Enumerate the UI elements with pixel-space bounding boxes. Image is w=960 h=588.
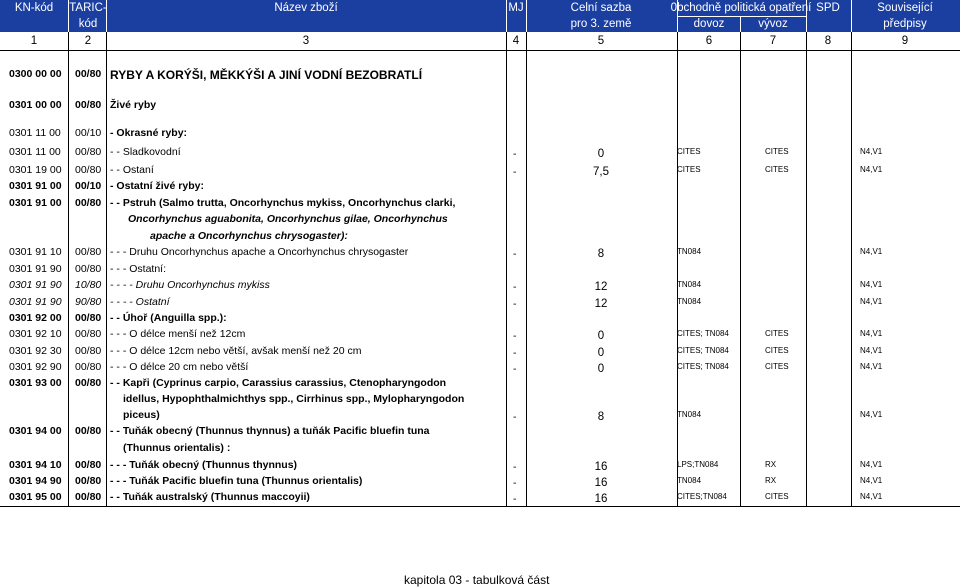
cell-duty-rate: 12	[594, 281, 608, 293]
cell-description: (Thunnus orientalis) :	[123, 442, 231, 454]
cell-related-regulations: N4,V1	[860, 410, 883, 419]
cell-import-measure: CITES; TN084	[677, 346, 729, 355]
cell-kn-code: 0301 19 00	[9, 164, 62, 176]
column-number: 6	[705, 35, 713, 47]
cell-description: - - Tuňák australský (Thunnus maccoyii)	[110, 491, 310, 503]
cell-taric-code: 00/80	[75, 246, 102, 258]
cell-duty-rate: 16	[594, 461, 608, 473]
cell-related-regulations: N4,V1	[860, 346, 883, 355]
cell-taric-code: 00/10	[75, 127, 102, 139]
cell-unit: -	[513, 363, 517, 375]
cell-taric-code: 00/80	[75, 68, 102, 80]
cell-description: - - - - Druhu Oncorhynchus mykiss	[110, 279, 270, 291]
cell-export-measure: CITES	[765, 165, 789, 174]
cell-related-regulations: N4,V1	[860, 297, 883, 306]
column-number: 7	[769, 35, 777, 47]
cell-related-regulations: N4,V1	[860, 362, 883, 371]
cell-import-measure: CITES	[677, 147, 701, 156]
cell-import-measure: TN084	[677, 410, 702, 419]
cell-description: - Okrasné ryby:	[110, 127, 188, 139]
cell-import-measure: TN084	[677, 247, 702, 256]
header-related-sub: předpisy	[883, 18, 927, 30]
cell-export-measure: RX	[765, 476, 777, 485]
cell-taric-code: 00/80	[75, 491, 102, 503]
header-trade-measures: 0bchodně politická opatření	[670, 2, 812, 14]
cell-unit: -	[513, 166, 517, 178]
header-duty-rate-sub: pro 3. země	[570, 18, 632, 30]
cell-description: - - - O délce menší než 12cm	[110, 328, 246, 340]
page-footer: kapitola 03 - tabulková část	[404, 573, 550, 587]
cell-taric-code: 00/80	[75, 263, 102, 275]
cell-description: - - - Tuňák obecný (Thunnus thynnus)	[110, 459, 298, 471]
cell-taric-code: 00/80	[75, 345, 102, 357]
header-unit: MJ	[508, 2, 524, 14]
column-number: 8	[824, 35, 832, 47]
cell-export-measure: CITES	[765, 147, 789, 156]
cell-related-regulations: N4,V1	[860, 147, 883, 156]
cell-kn-code: 0301 94 00	[9, 425, 62, 437]
cell-description: RYBY A KORÝŠI, MĚKKÝŠI A JINÍ VODNÍ BEZOBRATLÍ	[110, 68, 423, 82]
cell-unit: -	[513, 148, 517, 160]
cell-export-measure: CITES	[765, 346, 789, 355]
cell-kn-code: 0301 93 00	[9, 377, 62, 389]
cell-taric-code: 00/80	[75, 361, 102, 373]
cell-taric-code: 90/80	[75, 296, 102, 308]
cell-related-regulations: N4,V1	[860, 460, 883, 469]
cell-unit: -	[513, 281, 517, 293]
cell-kn-code: 0301 92 90	[9, 361, 62, 373]
cell-kn-code: 0301 91 00	[9, 180, 62, 192]
cell-import-measure: CITES; TN084	[677, 329, 729, 338]
cell-kn-code: 0301 11 00	[9, 127, 61, 139]
cell-export-measure: CITES	[765, 362, 789, 371]
cell-related-regulations: N4,V1	[860, 280, 883, 289]
cell-kn-code: 0300 00 00	[9, 68, 62, 80]
header-spd: SPD	[816, 2, 840, 14]
header-related: Související	[877, 2, 933, 14]
cell-taric-code: 00/80	[75, 312, 102, 324]
cell-related-regulations: N4,V1	[860, 476, 883, 485]
cell-duty-rate: 12	[594, 298, 608, 310]
header-import: dovoz	[693, 18, 725, 30]
cell-export-measure: CITES	[765, 329, 789, 338]
cell-unit: -	[513, 347, 517, 359]
cell-taric-code: 00/80	[75, 99, 102, 111]
cell-related-regulations: N4,V1	[860, 247, 883, 256]
header-description: Název zboží	[274, 2, 338, 14]
column-number: 1	[30, 35, 38, 47]
cell-kn-code: 0301 91 90	[9, 263, 62, 275]
cell-description: idellus, Hypophthalmichthys spp., Cirrhinus spp., Mylopharyngodon	[123, 393, 465, 405]
cell-taric-code: 00/10	[75, 180, 102, 192]
cell-duty-rate: 16	[594, 477, 608, 489]
cell-unit: -	[513, 477, 517, 489]
cell-description: - - - Tuňák Pacific bluefin tuna (Thunnus orientalis)	[110, 475, 363, 487]
cell-unit: -	[513, 411, 517, 423]
cell-description: - - - - Ostatní	[110, 296, 170, 308]
cell-taric-code: 00/80	[75, 377, 102, 389]
cell-import-measure: CITES	[677, 165, 701, 174]
cell-description: apache a Oncorhynchus chrysogaster):	[150, 230, 348, 242]
cell-unit: -	[513, 248, 517, 260]
cell-import-measure: TN084	[677, 280, 702, 289]
cell-description: piceus)	[123, 409, 160, 421]
cell-export-measure: RX	[765, 460, 777, 469]
cell-kn-code: 0301 92 00	[9, 312, 62, 324]
cell-export-measure: CITES	[765, 492, 789, 501]
cell-description: - - Pstruh (Salmo trutta, Oncorhynchus mykiss, Oncorhynchus clarki,	[110, 197, 456, 209]
header-export: vývoz	[758, 18, 788, 30]
cell-kn-code: 0301 92 10	[9, 328, 62, 340]
cell-description: - - Tuňák obecný (Thunnus thynnus) a tuňák Pacific bluefin tuna	[110, 425, 430, 437]
cell-kn-code: 0301 92 30	[9, 345, 62, 357]
cell-description: - - Ostaní	[110, 164, 154, 176]
cell-description: - - - O délce 20 cm nebo větší	[110, 361, 249, 373]
cell-duty-rate: 0	[597, 330, 605, 342]
column-number: 2	[84, 35, 92, 47]
header-taric-code: kód	[78, 18, 98, 30]
cell-description: Oncorhynchus aguabonita, Oncorhynchus gilae, Oncorhynchus	[128, 213, 448, 225]
cell-unit: -	[513, 461, 517, 473]
cell-taric-code: 10/80	[75, 279, 102, 291]
cell-description: - - - Ostatní:	[110, 263, 167, 275]
cell-duty-rate: 16	[594, 493, 608, 505]
cell-description: - - Úhoř (Anguilla spp.):	[110, 312, 227, 324]
table-bottom-border	[0, 506, 960, 507]
cell-duty-rate: 7,5	[593, 166, 609, 178]
cell-duty-rate: 0	[597, 148, 605, 160]
cell-taric-code: 00/80	[75, 164, 102, 176]
column-number: 4	[512, 35, 520, 47]
cell-related-regulations: N4,V1	[860, 492, 883, 501]
cell-duty-rate: 8	[597, 248, 605, 260]
cell-duty-rate: 0	[597, 363, 605, 375]
cell-unit: -	[513, 330, 517, 342]
cell-import-measure: TN084	[677, 297, 702, 306]
cell-kn-code: 0301 94 90	[9, 475, 62, 487]
cell-duty-rate: 0	[597, 347, 605, 359]
cell-kn-code: 0301 91 00	[9, 197, 62, 209]
cell-unit: -	[513, 493, 517, 505]
cell-import-measure: TN084	[677, 476, 702, 485]
cell-kn-code: 0301 00 00	[9, 99, 62, 111]
cell-description: - - Sladkovodní	[110, 146, 181, 158]
cell-description: - - - Druhu Oncorhynchus apache a Oncorhynchus chrysogaster	[110, 246, 409, 258]
tariff-table	[0, 51, 960, 506]
cell-import-measure: CITES;TN084	[677, 492, 727, 501]
column-number: 3	[302, 35, 310, 47]
cell-taric-code: 00/80	[75, 328, 102, 340]
cell-related-regulations: N4,V1	[860, 165, 883, 174]
cell-description: - - Kapři (Cyprinus carpio, Carassius carassius, Ctenopharyngodon	[110, 377, 447, 389]
cell-description: - - - O délce 12cm nebo větší, avšak menší než 20 cm	[110, 345, 362, 357]
header-kn-code: KN-kód	[14, 2, 54, 14]
cell-kn-code: 0301 91 10	[9, 246, 62, 258]
column-number: 9	[901, 35, 909, 47]
cell-import-measure: LPS;TN084	[677, 460, 719, 469]
header-taric: TARIC-	[69, 2, 107, 14]
cell-description: - Ostatní živé ryby:	[110, 180, 204, 192]
cell-kn-code: 0301 95 00	[9, 491, 62, 503]
column-number: 5	[597, 35, 605, 47]
cell-description: Živé ryby	[110, 99, 157, 111]
cell-unit: -	[513, 298, 517, 310]
cell-kn-code: 0301 91 90	[9, 279, 62, 291]
cell-taric-code: 00/80	[75, 197, 102, 209]
cell-kn-code: 0301 91 90	[9, 296, 62, 308]
cell-duty-rate: 8	[597, 411, 605, 423]
table-header	[0, 0, 960, 32]
cell-import-measure: CITES; TN084	[677, 362, 729, 371]
cell-taric-code: 00/80	[75, 425, 102, 437]
header-duty-rate: Celní sazba	[570, 2, 632, 14]
cell-taric-code: 00/80	[75, 146, 102, 158]
column-numbers-row	[0, 32, 960, 51]
cell-taric-code: 00/80	[75, 459, 102, 471]
cell-taric-code: 00/80	[75, 475, 102, 487]
cell-kn-code: 0301 11 00	[9, 146, 61, 158]
cell-related-regulations: N4,V1	[860, 329, 883, 338]
cell-kn-code: 0301 94 10	[9, 459, 62, 471]
